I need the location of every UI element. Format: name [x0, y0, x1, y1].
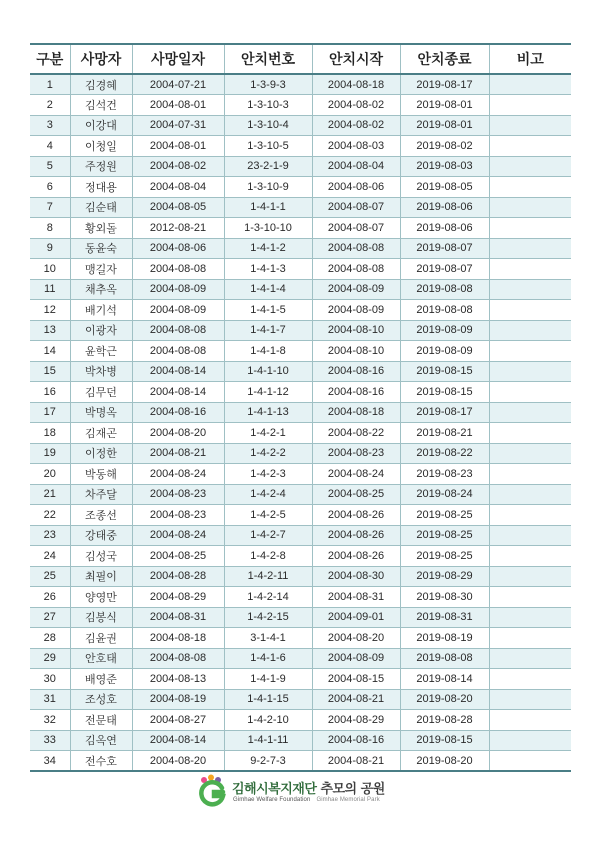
cell-row-number: 15 [30, 361, 70, 382]
cell-enshrine-end: 2019-08-17 [400, 402, 489, 423]
table-row [30, 546, 571, 567]
cell-deceased-name: 김봉식 [70, 607, 132, 628]
cell-remarks [489, 361, 571, 382]
cell-enshrine-start: 2004-08-09 [312, 300, 400, 321]
cell-row-number: 7 [30, 197, 70, 218]
cell-remarks [489, 156, 571, 177]
cell-deceased-name: 윤학근 [70, 341, 132, 362]
cell-enshrine-end: 2019-08-30 [400, 587, 489, 608]
cell-deceased-name: 이정한 [70, 443, 132, 464]
cell-enshrine-end: 2019-08-01 [400, 115, 489, 136]
table-row [30, 505, 571, 526]
cell-enshrine-end: 2019-08-15 [400, 361, 489, 382]
memorial-table-sheet [30, 43, 571, 772]
org-name-en: Gimhae Welfare Foundation [233, 797, 311, 803]
cell-deceased-name: 맹길자 [70, 259, 132, 280]
cell-enshrine-start: 2004-08-16 [312, 730, 400, 751]
footer-org-name-en [233, 797, 380, 803]
cell-row-number: 8 [30, 218, 70, 239]
cell-death-date: 2004-07-31 [132, 115, 224, 136]
cell-enshrine-start: 2004-08-04 [312, 156, 400, 177]
cell-enshrine-start: 2004-08-06 [312, 177, 400, 198]
cell-row-number: 21 [30, 484, 70, 505]
cell-niche-number: 1-4-2-1 [224, 423, 312, 444]
cell-row-number: 9 [30, 238, 70, 259]
table-row [30, 751, 571, 772]
cell-remarks [489, 259, 571, 280]
cell-deceased-name: 전문태 [70, 710, 132, 731]
cell-remarks [489, 115, 571, 136]
cell-enshrine-end: 2019-08-20 [400, 751, 489, 772]
cell-enshrine-start: 2004-08-03 [312, 136, 400, 157]
cell-enshrine-end: 2019-08-23 [400, 464, 489, 485]
cell-death-date: 2004-08-23 [132, 484, 224, 505]
cell-death-date: 2004-08-13 [132, 669, 224, 690]
cell-enshrine-end: 2019-08-24 [400, 484, 489, 505]
cell-enshrine-end: 2019-08-08 [400, 279, 489, 300]
cell-row-number: 3 [30, 115, 70, 136]
cell-death-date: 2004-08-08 [132, 341, 224, 362]
cell-deceased-name: 박차병 [70, 361, 132, 382]
cell-enshrine-end: 2019-08-19 [400, 628, 489, 649]
park-name-en: Gimhae Memorial Park [316, 797, 380, 803]
cell-death-date: 2004-08-18 [132, 628, 224, 649]
cell-row-number: 17 [30, 402, 70, 423]
cell-enshrine-start: 2004-08-16 [312, 361, 400, 382]
cell-row-number: 13 [30, 320, 70, 341]
cell-death-date: 2004-08-08 [132, 648, 224, 669]
cell-death-date: 2004-08-08 [132, 259, 224, 280]
cell-niche-number: 1-4-2-8 [224, 546, 312, 567]
cell-remarks [489, 648, 571, 669]
cell-row-number: 19 [30, 443, 70, 464]
cell-niche-number: 1-4-2-15 [224, 607, 312, 628]
cell-row-number: 4 [30, 136, 70, 157]
cell-remarks [489, 669, 571, 690]
cell-row-number: 22 [30, 505, 70, 526]
cell-death-date: 2004-08-28 [132, 566, 224, 587]
cell-deceased-name: 강태중 [70, 525, 132, 546]
cell-death-date: 2004-08-20 [132, 423, 224, 444]
cell-niche-number: 1-4-1-5 [224, 300, 312, 321]
cell-death-date: 2004-08-14 [132, 361, 224, 382]
cell-niche-number: 1-4-2-10 [224, 710, 312, 731]
table-row [30, 423, 571, 444]
cell-row-number: 10 [30, 259, 70, 280]
cell-row-number: 25 [30, 566, 70, 587]
cell-deceased-name: 이강대 [70, 115, 132, 136]
cell-death-date: 2004-08-31 [132, 607, 224, 628]
cell-enshrine-end: 2019-08-06 [400, 197, 489, 218]
cell-enshrine-start: 2004-08-10 [312, 341, 400, 362]
cell-deceased-name: 김무던 [70, 382, 132, 403]
cell-remarks [489, 402, 571, 423]
cell-death-date: 2004-08-01 [132, 136, 224, 157]
cell-death-date: 2004-08-02 [132, 156, 224, 177]
cell-row-number: 1 [30, 74, 70, 95]
cell-remarks [489, 484, 571, 505]
cell-row-number: 12 [30, 300, 70, 321]
cell-enshrine-end: 2019-08-15 [400, 730, 489, 751]
table-row [30, 361, 571, 382]
cell-remarks [489, 95, 571, 116]
cell-deceased-name: 전수호 [70, 751, 132, 772]
table-row [30, 95, 571, 116]
table-row [30, 484, 571, 505]
org-name-ko: 김해시복지재단 [232, 782, 317, 797]
cell-niche-number: 1-3-10-5 [224, 136, 312, 157]
cell-niche-number: 1-4-2-14 [224, 587, 312, 608]
cell-deceased-name: 김석건 [70, 95, 132, 116]
table-row [30, 279, 571, 300]
table-row [30, 300, 571, 321]
table-row [30, 525, 571, 546]
cell-death-date: 2004-08-14 [132, 730, 224, 751]
cell-enshrine-start: 2004-08-08 [312, 259, 400, 280]
cell-remarks [489, 689, 571, 710]
cell-death-date: 2004-07-21 [132, 74, 224, 95]
cell-remarks [489, 341, 571, 362]
table-row [30, 156, 571, 177]
cell-enshrine-start: 2004-08-30 [312, 566, 400, 587]
table-row [30, 218, 571, 239]
cell-row-number: 23 [30, 525, 70, 546]
cell-death-date: 2004-08-24 [132, 525, 224, 546]
cell-row-number: 26 [30, 587, 70, 608]
cell-enshrine-start: 2004-08-09 [312, 279, 400, 300]
cell-deceased-name: 김경혜 [70, 74, 132, 95]
cell-niche-number: 1-4-2-3 [224, 464, 312, 485]
cell-remarks [489, 197, 571, 218]
cell-enshrine-end: 2019-08-01 [400, 95, 489, 116]
cell-remarks [489, 505, 571, 526]
cell-enshrine-start: 2004-08-29 [312, 710, 400, 731]
table-row [30, 197, 571, 218]
cell-death-date: 2004-08-23 [132, 505, 224, 526]
table-row [30, 566, 571, 587]
cell-enshrine-start: 2004-08-18 [312, 74, 400, 95]
cell-death-date: 2004-08-25 [132, 546, 224, 567]
cell-deceased-name: 이청일 [70, 136, 132, 157]
cell-deceased-name: 김순태 [70, 197, 132, 218]
cell-niche-number: 3-1-4-1 [224, 628, 312, 649]
cell-deceased-name: 양영만 [70, 587, 132, 608]
cell-row-number: 29 [30, 648, 70, 669]
header-col-end: 안치종료 [400, 44, 489, 74]
cell-niche-number: 1-4-1-6 [224, 648, 312, 669]
cell-enshrine-start: 2004-08-20 [312, 628, 400, 649]
cell-deceased-name: 황외돌 [70, 218, 132, 239]
cell-death-date: 2004-08-06 [132, 238, 224, 259]
cell-niche-number: 1-4-1-13 [224, 402, 312, 423]
cell-enshrine-end: 2019-08-28 [400, 710, 489, 731]
footer-org-name [232, 778, 385, 797]
cell-enshrine-start: 2004-08-02 [312, 115, 400, 136]
cell-remarks [489, 279, 571, 300]
cell-death-date: 2004-08-01 [132, 95, 224, 116]
cell-remarks [489, 566, 571, 587]
cell-row-number: 33 [30, 730, 70, 751]
cell-niche-number: 1-4-2-11 [224, 566, 312, 587]
cell-death-date: 2004-08-24 [132, 464, 224, 485]
cell-death-date: 2004-08-29 [132, 587, 224, 608]
cell-row-number: 27 [30, 607, 70, 628]
cell-enshrine-end: 2019-08-25 [400, 505, 489, 526]
cell-niche-number: 1-3-10-9 [224, 177, 312, 198]
cell-enshrine-end: 2019-08-03 [400, 156, 489, 177]
cell-enshrine-end: 2019-08-06 [400, 218, 489, 239]
cell-enshrine-start: 2004-08-24 [312, 464, 400, 485]
cell-niche-number: 1-4-1-9 [224, 669, 312, 690]
cell-niche-number: 1-4-1-15 [224, 689, 312, 710]
table-row [30, 628, 571, 649]
cell-enshrine-end: 2019-08-14 [400, 669, 489, 690]
cell-remarks [489, 607, 571, 628]
cell-deceased-name: 주정원 [70, 156, 132, 177]
table-row [30, 341, 571, 362]
cell-enshrine-end: 2019-08-07 [400, 259, 489, 280]
cell-death-date: 2004-08-27 [132, 710, 224, 731]
cell-enshrine-end: 2019-08-15 [400, 382, 489, 403]
cell-remarks [489, 710, 571, 731]
cell-death-date: 2012-08-21 [132, 218, 224, 239]
cell-enshrine-start: 2004-08-02 [312, 95, 400, 116]
cell-death-date: 2004-08-08 [132, 320, 224, 341]
cell-row-number: 32 [30, 710, 70, 731]
cell-deceased-name: 김윤권 [70, 628, 132, 649]
table-row [30, 669, 571, 690]
cell-remarks [489, 546, 571, 567]
cell-death-date: 2004-08-14 [132, 382, 224, 403]
cell-niche-number: 1-4-2-7 [224, 525, 312, 546]
cell-enshrine-end: 2019-08-09 [400, 320, 489, 341]
cell-deceased-name: 정대용 [70, 177, 132, 198]
cell-enshrine-start: 2004-08-10 [312, 320, 400, 341]
cell-remarks [489, 136, 571, 157]
cell-deceased-name: 배영준 [70, 669, 132, 690]
cell-death-date: 2004-08-05 [132, 197, 224, 218]
cell-enshrine-end: 2019-08-09 [400, 341, 489, 362]
cell-enshrine-end: 2019-08-22 [400, 443, 489, 464]
cell-deceased-name: 배기석 [70, 300, 132, 321]
cell-niche-number: 1-4-1-2 [224, 238, 312, 259]
cell-remarks [489, 464, 571, 485]
cell-enshrine-end: 2019-08-02 [400, 136, 489, 157]
cell-enshrine-start: 2004-08-16 [312, 382, 400, 403]
cell-remarks [489, 751, 571, 772]
cell-death-date: 2004-08-09 [132, 279, 224, 300]
cell-deceased-name: 동윤숙 [70, 238, 132, 259]
cell-enshrine-start: 2004-08-08 [312, 238, 400, 259]
cell-row-number: 16 [30, 382, 70, 403]
cell-deceased-name: 차주달 [70, 484, 132, 505]
cell-death-date: 2004-08-04 [132, 177, 224, 198]
cell-niche-number: 1-4-1-7 [224, 320, 312, 341]
cell-deceased-name: 박동해 [70, 464, 132, 485]
cell-enshrine-end: 2019-08-08 [400, 648, 489, 669]
cell-row-number: 18 [30, 423, 70, 444]
cell-deceased-name: 채추옥 [70, 279, 132, 300]
table-row [30, 320, 571, 341]
table-row [30, 402, 571, 423]
header-col-niche-no: 안치번호 [224, 44, 312, 74]
cell-remarks [489, 74, 571, 95]
cell-enshrine-start: 2004-09-01 [312, 607, 400, 628]
cell-deceased-name: 김재곤 [70, 423, 132, 444]
cell-enshrine-start: 2004-08-18 [312, 402, 400, 423]
cell-niche-number: 1-4-2-2 [224, 443, 312, 464]
cell-remarks [489, 218, 571, 239]
cell-enshrine-start: 2004-08-21 [312, 751, 400, 772]
header-col-no: 구분 [30, 44, 70, 74]
cell-niche-number: 1-4-1-3 [224, 259, 312, 280]
cell-niche-number: 1-4-1-12 [224, 382, 312, 403]
cell-remarks [489, 587, 571, 608]
table-row [30, 464, 571, 485]
cell-death-date: 2004-08-19 [132, 689, 224, 710]
cell-enshrine-end: 2019-08-05 [400, 177, 489, 198]
footer-logo [196, 774, 426, 814]
cell-death-date: 2004-08-16 [132, 402, 224, 423]
cell-deceased-name: 박명옥 [70, 402, 132, 423]
header-col-start: 안치시작 [312, 44, 400, 74]
cell-deceased-name: 김성국 [70, 546, 132, 567]
cell-niche-number: 1-3-10-4 [224, 115, 312, 136]
park-name-ko: 추모의 공원 [320, 782, 385, 797]
foundation-logo-icon [196, 774, 230, 808]
table-row [30, 136, 571, 157]
cell-niche-number: 9-2-7-3 [224, 751, 312, 772]
cell-enshrine-end: 2019-08-08 [400, 300, 489, 321]
cell-row-number: 30 [30, 669, 70, 690]
cell-row-number: 11 [30, 279, 70, 300]
cell-deceased-name: 조종선 [70, 505, 132, 526]
cell-niche-number: 1-4-1-1 [224, 197, 312, 218]
cell-deceased-name: 김옥연 [70, 730, 132, 751]
cell-enshrine-end: 2019-08-20 [400, 689, 489, 710]
table-header-row [30, 44, 571, 74]
cell-deceased-name: 이광자 [70, 320, 132, 341]
cell-remarks [489, 423, 571, 444]
header-col-remarks: 비고 [489, 44, 571, 74]
cell-niche-number: 1-4-1-4 [224, 279, 312, 300]
cell-niche-number: 1-4-1-10 [224, 361, 312, 382]
cell-row-number: 34 [30, 751, 70, 772]
cell-remarks [489, 300, 571, 321]
cell-row-number: 24 [30, 546, 70, 567]
table-row [30, 689, 571, 710]
cell-enshrine-start: 2004-08-23 [312, 443, 400, 464]
cell-niche-number: 23-2-1-9 [224, 156, 312, 177]
cell-deceased-name: 조성호 [70, 689, 132, 710]
cell-enshrine-start: 2004-08-22 [312, 423, 400, 444]
cell-enshrine-end: 2019-08-31 [400, 607, 489, 628]
cell-niche-number: 1-4-2-4 [224, 484, 312, 505]
cell-enshrine-start: 2004-08-26 [312, 546, 400, 567]
table-row [30, 730, 571, 751]
cell-niche-number: 1-4-1-11 [224, 730, 312, 751]
cell-death-date: 2004-08-09 [132, 300, 224, 321]
cell-enshrine-start: 2004-08-31 [312, 587, 400, 608]
cell-row-number: 28 [30, 628, 70, 649]
cell-row-number: 6 [30, 177, 70, 198]
cell-remarks [489, 628, 571, 649]
cell-niche-number: 1-4-2-5 [224, 505, 312, 526]
cell-deceased-name: 안호태 [70, 648, 132, 669]
cell-enshrine-end: 2019-08-21 [400, 423, 489, 444]
cell-enshrine-end: 2019-08-25 [400, 546, 489, 567]
cell-enshrine-start: 2004-08-26 [312, 505, 400, 526]
cell-enshrine-start: 2004-08-07 [312, 218, 400, 239]
cell-row-number: 14 [30, 341, 70, 362]
cell-enshrine-start: 2004-08-09 [312, 648, 400, 669]
header-col-deceased: 사망자 [70, 44, 132, 74]
enshrinement-table [30, 43, 571, 772]
table-body [30, 74, 571, 771]
table-row [30, 74, 571, 95]
cell-enshrine-start: 2004-08-26 [312, 525, 400, 546]
cell-death-date: 2004-08-20 [132, 751, 224, 772]
cell-niche-number: 1-3-10-3 [224, 95, 312, 116]
cell-enshrine-start: 2004-08-07 [312, 197, 400, 218]
cell-remarks [489, 238, 571, 259]
cell-enshrine-end: 2019-08-25 [400, 525, 489, 546]
cell-niche-number: 1-3-10-10 [224, 218, 312, 239]
table-row [30, 259, 571, 280]
table-row [30, 177, 571, 198]
cell-row-number: 31 [30, 689, 70, 710]
cell-row-number: 5 [30, 156, 70, 177]
cell-remarks [489, 177, 571, 198]
cell-enshrine-end: 2019-08-17 [400, 74, 489, 95]
cell-enshrine-start: 2004-08-25 [312, 484, 400, 505]
cell-death-date: 2004-08-21 [132, 443, 224, 464]
cell-enshrine-start: 2004-08-15 [312, 669, 400, 690]
table-row [30, 238, 571, 259]
cell-remarks [489, 525, 571, 546]
cell-remarks [489, 730, 571, 751]
cell-remarks [489, 443, 571, 464]
table-row [30, 382, 571, 403]
table-row [30, 648, 571, 669]
cell-enshrine-end: 2019-08-07 [400, 238, 489, 259]
table-row [30, 115, 571, 136]
cell-row-number: 20 [30, 464, 70, 485]
table-row [30, 710, 571, 731]
cell-enshrine-start: 2004-08-21 [312, 689, 400, 710]
table-row [30, 607, 571, 628]
cell-enshrine-end: 2019-08-29 [400, 566, 489, 587]
header-col-death-date: 사망일자 [132, 44, 224, 74]
table-row [30, 443, 571, 464]
cell-niche-number: 1-3-9-3 [224, 74, 312, 95]
table-row [30, 587, 571, 608]
cell-row-number: 2 [30, 95, 70, 116]
cell-remarks [489, 320, 571, 341]
cell-niche-number: 1-4-1-8 [224, 341, 312, 362]
cell-remarks [489, 382, 571, 403]
cell-deceased-name: 최필이 [70, 566, 132, 587]
